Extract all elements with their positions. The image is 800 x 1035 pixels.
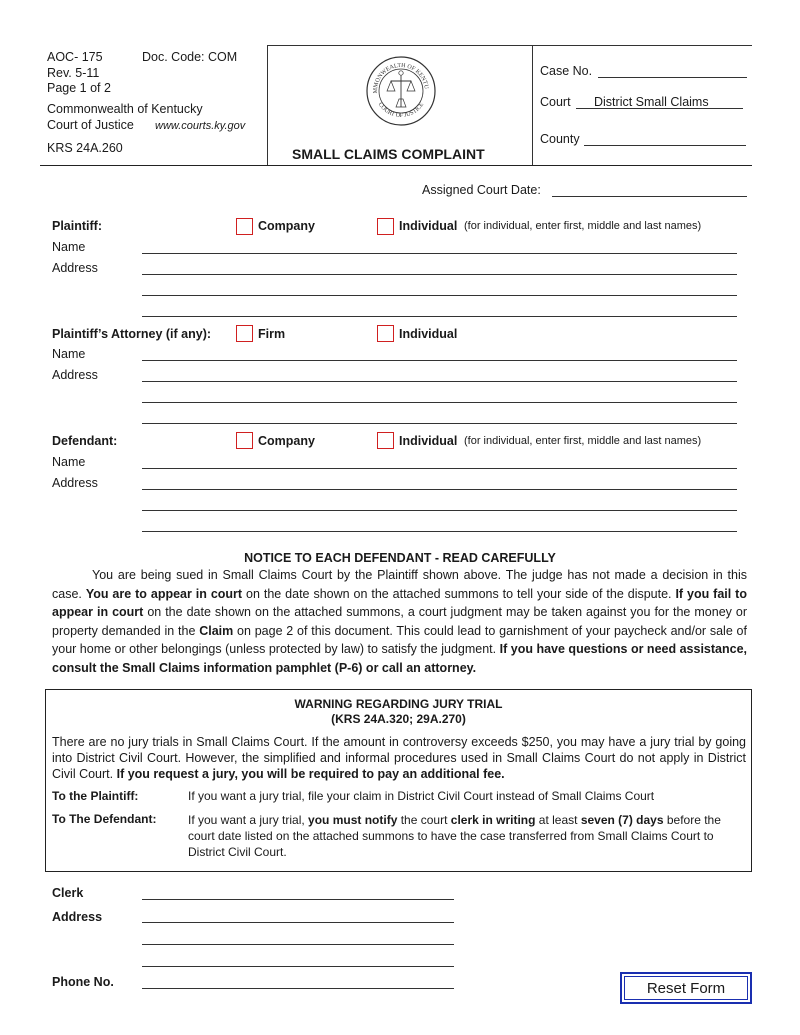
def-text-4: clerk in writing [450,813,536,827]
attorney-address-field-3[interactable] [142,423,737,424]
attorney-label: Plaintiff’s Attorney (if any): [52,327,212,341]
notice-text-1: You are being sued in Small Claims Court by the Plaintiff shown above. The judge has not made a decision in this case. [52,568,747,601]
defendant-name-field[interactable] [142,468,737,469]
defendant-address-field-1[interactable] [142,489,737,490]
assigned-court-date-field[interactable] [552,196,747,197]
website-label: www.courts.ky.gov [155,120,246,132]
doc-code: Doc. Code: COM [142,50,238,64]
to-plaintiff-label: To the Plaintiff: [52,789,139,803]
warning-heading-2: (KRS 24A.320; 29A.270) [331,712,466,726]
plaintiff-individual-note: (for individual, enter first, middle and last names) [464,220,702,232]
jury-warning-box [45,689,752,872]
header-divider-left [267,45,268,165]
attorney-address-label: Address [52,368,98,382]
reset-form-label: Reset Form [624,976,748,1000]
def-text-6: seven (7) days [580,813,664,827]
assigned-court-date-label: Assigned Court Date: [422,183,541,197]
svg-text:COMMONWEALTH OF KENTUCKY [365,55,429,93]
page-number: Page 1 of 2 [47,81,111,95]
attorney-firm-checkbox[interactable] [236,325,253,342]
defendant-address-field-2[interactable] [142,510,737,511]
phone-field[interactable] [142,988,454,989]
attorney-individual-label: Individual [399,327,458,341]
attorney-firm-label: Firm [258,327,286,341]
reset-form-button[interactable] [620,972,752,1004]
seal-text-bottom: COURT OF JUSTICE [376,101,426,120]
clerk-label: Clerk [52,886,84,900]
case-no-label: Case No. [540,64,593,78]
plaintiff-name-label: Name [52,240,86,254]
notice-text-5: on the date shown on the attached summons, a court judgment may be taken against you for the money or property demanded in the [52,605,747,638]
attorney-individual-checkbox[interactable] [377,325,394,342]
to-defendant-text [188,812,738,860]
case-no-field[interactable] [598,77,747,78]
defendant-individual-label: Individual [399,434,458,448]
court-value: District Small Claims [594,95,709,109]
defendant-individual-checkbox[interactable] [377,432,394,449]
defendant-company-checkbox[interactable] [236,432,253,449]
plaintiff-company-checkbox[interactable] [236,218,253,235]
attorney-address-field-1[interactable] [142,381,737,382]
plaintiff-name-field[interactable] [142,253,737,254]
plaintiff-address-field-3[interactable] [142,316,737,317]
seal-icon [365,55,437,127]
court-seal [365,55,437,127]
revision: Rev. 5-11 [47,66,100,80]
defendant-address-label: Address [52,476,98,490]
def-text-7: before the court date listed on the attached summons to have the case transferred from Small Claims Court to District Civil Court. [188,813,721,859]
county-label: County [540,132,580,146]
clerk-address-field-2[interactable] [142,944,454,945]
form-number: AOC- 175 [47,50,103,64]
clerk-address-field-1[interactable] [142,922,454,923]
plaintiff-address-field-1[interactable] [142,274,737,275]
commonwealth-label: Commonwealth of Kentucky [47,102,203,116]
attorney-name-field[interactable] [142,360,737,361]
header-top-rule [267,45,752,46]
notice-text-7: on page 2 of this document. This could lead to garnishment of your paycheck and/or sale of your home or other belongings (unless protected by law) to satisfy the judgment. [52,623,747,656]
header-bottom-rule [40,165,752,166]
seal-text-top: MMONWEALTH OF KENTU [372,62,429,94]
plaintiff-individual-checkbox[interactable] [377,218,394,235]
notice-text-4: If you fail to appear in court [52,586,747,619]
clerk-address-field-3[interactable] [142,966,454,967]
court-label: Court [540,95,571,109]
def-text-3: the court [397,813,451,827]
defendant-label: Defendant: [52,434,118,448]
defendant-individual-note: (for individual, enter first, middle and last names) [464,435,702,447]
notice-text-8: If you have questions or need assistance, consult the Small Claims information pamphlet (P-6) or call an attorney. [52,642,747,675]
notice-text-6: Claim [199,623,234,638]
def-text-5: at least [535,813,581,827]
notice-text-2: You are to appear in court [85,586,243,601]
notice-body [52,566,747,677]
plaintiff-label: Plaintiff: [52,219,102,233]
plaintiff-company-label: Company [258,219,315,233]
def-text-2: you must notify [308,813,398,827]
court-of-justice-label: Court of Justice [47,118,134,132]
clerk-address-label: Address [52,910,103,924]
def-text-1: If you want a jury trial, [188,813,309,827]
statute-label: KRS 24A.260 [47,141,123,155]
warning-fee-text: If you request a jury, you will be required to pay an additional fee. [116,767,505,781]
warning-paragraph [52,734,746,782]
plaintiff-address-field-2[interactable] [142,295,737,296]
form-title: SMALL CLAIMS COMPLAINT [292,146,485,162]
plaintiff-address-label: Address [52,261,98,275]
to-plaintiff-text: If you want a jury trial, file your claim in District Civil Court instead of Small Claims Court [188,789,655,803]
warning-text: There are no jury trials in Small Claims Court. If the amount in controversy exceeds $250, you may have a jury trial by going into District Civil Court. However, the simplified and informal procedures used in Small Claims Court do not apply in District Civil Court. [52,735,746,781]
plaintiff-individual-label: Individual [399,219,458,233]
to-defendant-label: To The Defendant: [52,812,157,826]
phone-label: Phone No. [52,975,114,989]
clerk-field[interactable] [142,899,454,900]
notice-text-3: on the date shown on the attached summons to tell your side of the dispute. [242,586,676,601]
defendant-name-label: Name [52,455,86,469]
attorney-address-field-2[interactable] [142,402,737,403]
header-divider-right [532,45,533,165]
defendant-address-field-3[interactable] [142,531,737,532]
attorney-name-label: Name [52,347,86,361]
warning-heading-1: WARNING REGARDING JURY TRIAL [294,697,503,711]
county-field[interactable] [584,145,746,146]
defendant-company-label: Company [258,434,315,448]
notice-heading: NOTICE TO EACH DEFENDANT - READ CAREFULLY [244,551,556,565]
